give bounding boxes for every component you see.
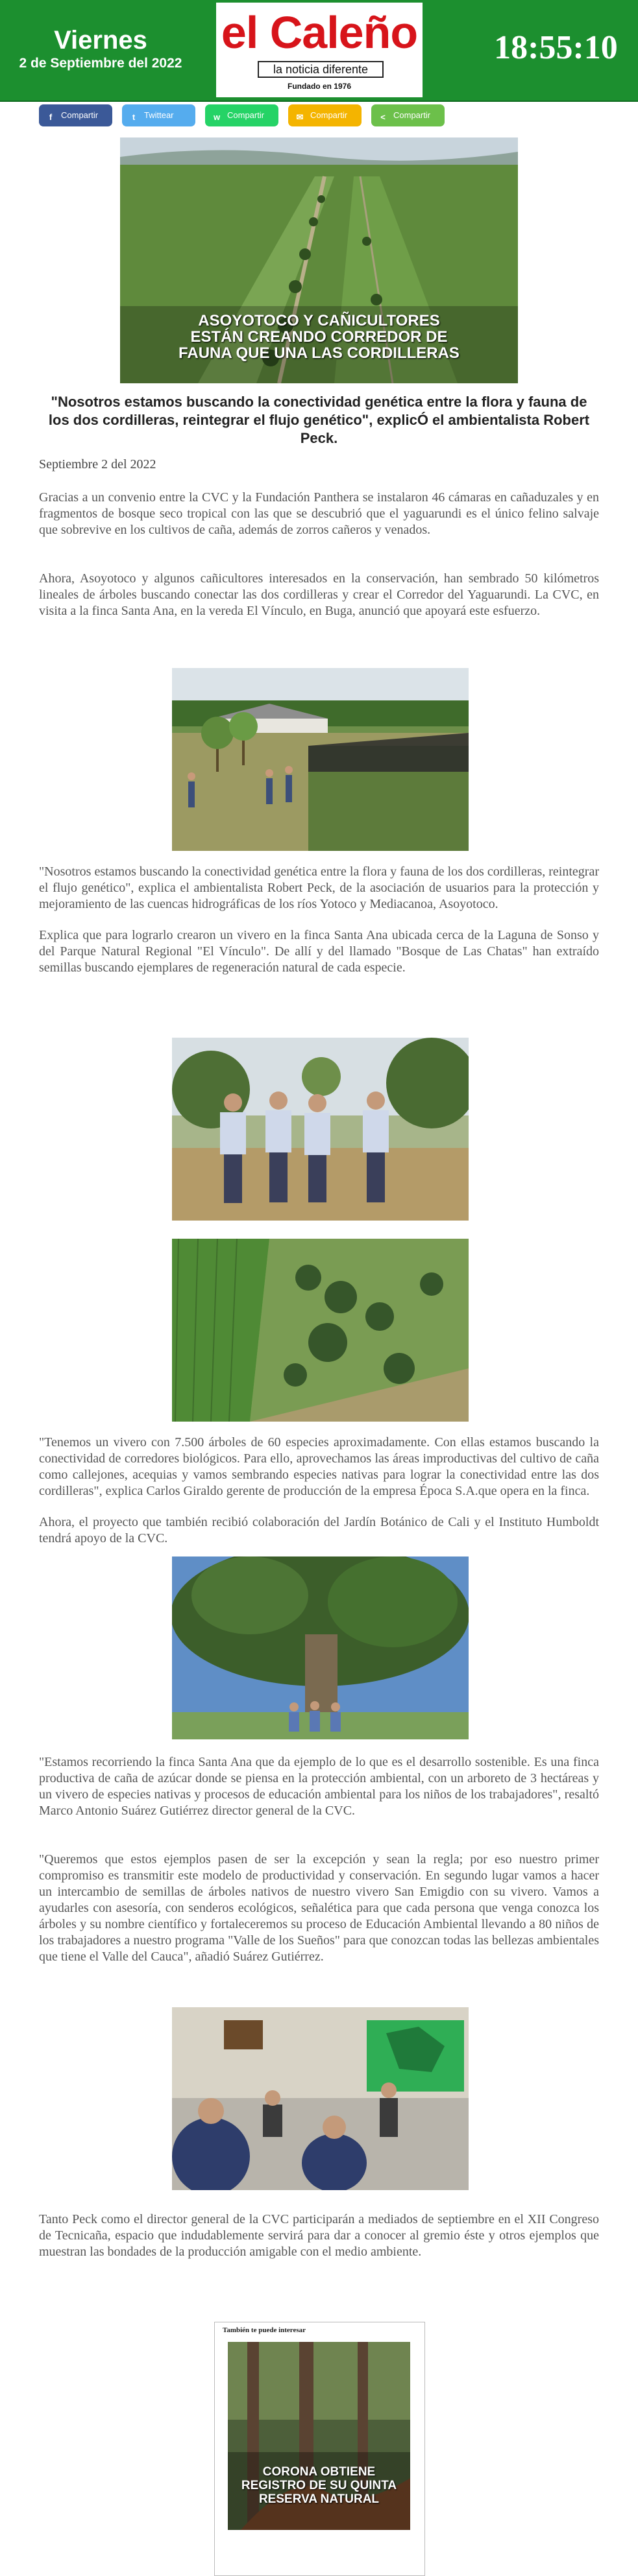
- paragraph: "Estamos recorriendo la finca Santa Ana que da ejemplo de lo que es el desarrollo sostenible. Es una finca productiva de caña de azúcar donde se piensa en la protección ambiental, con un arboreto de 3 hectáreas y un vivero de especies nativas y procesos de educación ambiental para los niños de los trabajadores", resaltó Marco Antonio Suárez Gutiérrez director general de la CVC.: [39, 1755, 599, 1818]
- whatsapp-share-button[interactable]: [205, 104, 278, 126]
- clock: 18:55:10: [494, 29, 618, 66]
- share-label: Compartir: [310, 110, 348, 120]
- twitter-icon: t: [132, 112, 136, 122]
- facebook-icon: f: [49, 112, 53, 122]
- email-share-button[interactable]: [288, 104, 362, 126]
- big-tree-photo: [172, 1556, 469, 1739]
- group-photo: [172, 1038, 469, 1221]
- related-caption: CORONA OBTIENE REGISTRO DE SU QUINTA RESERVA NATURAL: [241, 2465, 397, 2506]
- paragraph: "Queremos que estos ejemplos pasen de ser la excepción y sean la regla; por eso nuestro primer compromiso es transmitir este modelo de productividad y conservación. En segundo lugar vamos a hacer un intercambio de semillas de árboles nativos de nuestro vivero San Emigdio con su vivero. Vamos a ayudarles con asesoría, con senderos ecológicos, señalética para que cada persona que venga conozca los árboles y su nombre científico y fortaleceremos su proceso de Educación Ambiental llevando a 80 niños de los trabajadores a nuestro programa "Valle de los Sueños" para que conozcan todas las bellezas ambientales que tiene el Valle del Cauca", añadió Suárez Gutiérrez.: [39, 1852, 599, 1964]
- related-label: También te puede interesar: [223, 2326, 306, 2334]
- current-date: 2 de Septiembre del 2022: [19, 56, 182, 71]
- related-image[interactable]: [228, 2342, 410, 2530]
- site-header: [0, 0, 638, 102]
- whatsapp-icon: w: [213, 112, 221, 122]
- logo-slogan: la noticia diferente: [258, 61, 384, 78]
- article-date: Septiembre 2 del 2022: [39, 457, 156, 471]
- generic-share-button[interactable]: [371, 104, 445, 126]
- site-logo[interactable]: [216, 3, 423, 97]
- paragraph: Gracias a un convenio entre la CVC y la Fundación Panthera se instalaron 46 cámaras en cañaduzales y en fragmentos de bosque seco tropical con las que se descubrió que el yaguarundi es el único felino salvaje que sobrevive en los cultivos de caña, además de zorros cañeros y venados.: [39, 490, 599, 537]
- weekday: Viernes: [54, 26, 147, 54]
- paragraph: Tanto Peck como el director general de la CVC participarán a mediados de septiembre en el XII Congreso de Tecnicaña, espacio que indudablemente servirá para dar a conocer al gremio éste y otros ejemplos que muestran las bondades de la producción amigable con el medio ambiente.: [39, 2212, 599, 2259]
- paragraph: "Nosotros estamos buscando la conectividad genética entre la flora y fauna de los dos cordilleras, reintegrar el flujo genético", explica el ambientalista Robert Peck, de la asociación de usuarios para la protección y mejoramiento de las cuencas hidrográficas de los ríos Yotoco y Mediacanoa, Asoyotoco.: [39, 865, 599, 911]
- hero-caption: ASOYOTOCO Y CAÑICULTORES ESTÁN CREANDO CORREDOR DE FAUNA QUE UNA LAS CORDILLERAS: [178, 312, 460, 362]
- share-label: Compartir: [61, 110, 99, 120]
- logo-name: el Caleño: [221, 7, 418, 58]
- paragraph: Explica que para lograrlo crearon un vivero en la finca Santa Ana ubicada cerca de la Laguna de Sonso y del Parque Natural Regional "El Vínculo". De allí y del llamado "Bosque de Las Chatas" han extraído semillas buscando ejemplares de regeneración natural de cada especie.: [39, 928, 599, 975]
- mail-icon: ✉: [296, 112, 304, 122]
- meeting-photo: [172, 2007, 469, 2190]
- share-label: Twittear: [144, 110, 174, 120]
- share-icon: <: [380, 112, 386, 122]
- hero-image: [120, 137, 518, 383]
- twitter-share-button[interactable]: [122, 104, 195, 126]
- paragraph: Ahora, el proyecto que también recibió colaboración del Jardín Botánico de Cali y el Instituto Humboldt tendrá apoyo de la CVC.: [39, 1515, 599, 1545]
- share-label: Compartir: [393, 110, 431, 120]
- paragraph: Ahora, Asoyotoco y algunos cañicultores interesados en la conservación, han sembrado 50 kilómetros lineales de árboles buscando conectar las dos cordilleras y crear el Corredor del Yaguarundi. La CVC, en visita a la finca Santa Ana, en la vereda El Vínculo, en Buga, anunció que apoyará este esfuerzo.: [39, 571, 599, 618]
- nursery-photo: [172, 668, 469, 851]
- article-subtitle: "Nosotros estamos buscando la conectividad genética entre la flora y fauna de los dos cordilleras, reintegrar el flujo genético", explicÓ el ambientalista Robert Peck.: [48, 394, 590, 446]
- related-article-card[interactable]: [214, 2322, 425, 2576]
- paragraph: "Tenemos un vivero con 7.500 árboles de 60 especies aproximadamente. Con ellas estamos buscando la conectividad de corredores biológicos. Para ello, aprovechamos las áreas improductivas del cultivo de caña como callejones, acequias y vamos sembrando especies nativas para lograr la conectividad entre las dos cordilleras", explica Carlos Giraldo gerente de producción de la empresa Época S.A.que opera en la finca.: [39, 1435, 599, 1498]
- logo-founded: Fundado en 1976: [287, 82, 352, 91]
- share-label: Compartir: [227, 110, 265, 120]
- aerial-field-photo: [172, 1239, 469, 1422]
- facebook-share-button[interactable]: [39, 104, 112, 126]
